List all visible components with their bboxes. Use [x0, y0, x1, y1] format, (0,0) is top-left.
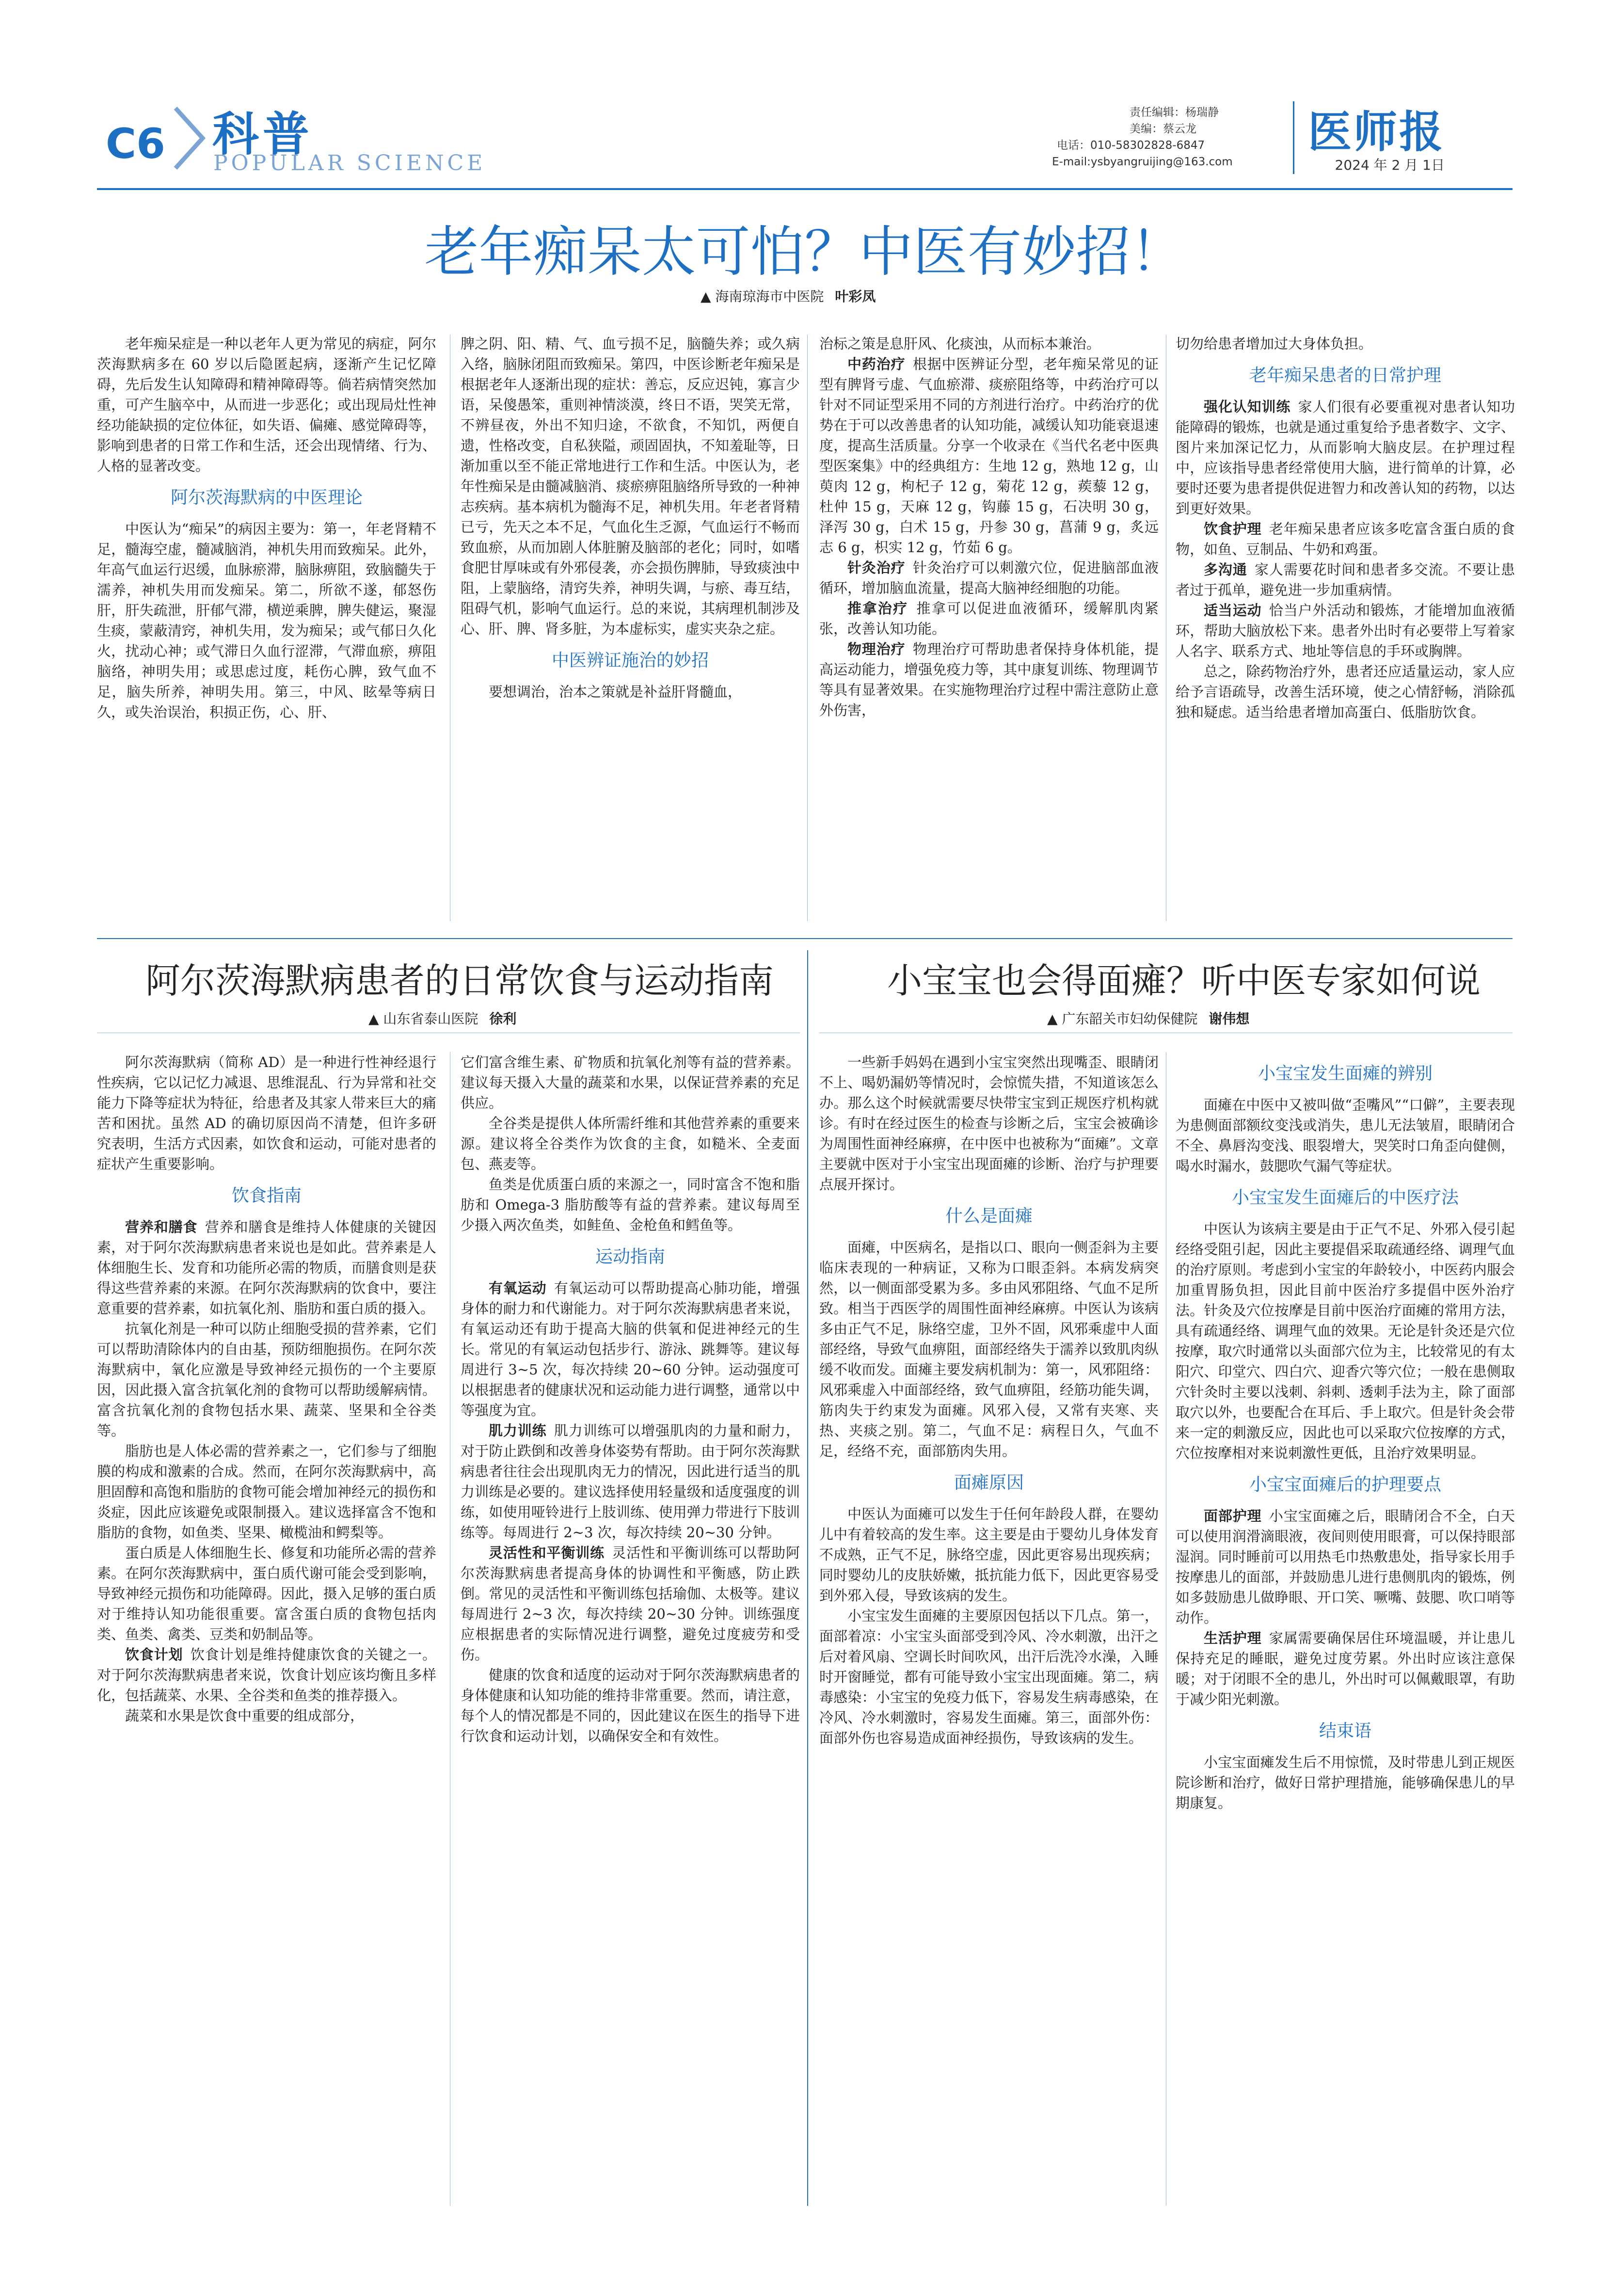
subheading: 运动指南 [595, 1247, 665, 1267]
paragraph-text: 家人们很有必要重视对患者认知功能障碍的锻炼，也就是通过重复给予患者数字、文字、图片来加深记忆力，从而影响大脑皮层。在护理过程中，应该指导患者经常使用大脑，进行简单的计算，必要时还要为患者提供促进智力和改善认知的药物，以达到更好效果。 [1176, 399, 1515, 517]
column-divider [807, 335, 808, 921]
paragraph [461, 1113, 800, 1174]
article3-column-2 [1176, 1052, 1515, 1813]
masthead [97, 95, 1513, 182]
paragraph [819, 598, 1159, 639]
article3-byline [1047, 1008, 1249, 1028]
paragraph [1176, 1506, 1515, 1628]
subheading: 面瘫原因 [954, 1473, 1024, 1493]
article1-column-4 [1176, 334, 1515, 722]
paragraph [97, 334, 436, 476]
credit-designer: 美编：蔡云龙 [1130, 123, 1196, 135]
subheading: 阿尔茨海默病的中医理论 [170, 488, 363, 508]
section-rule [97, 938, 1513, 939]
paragraph-text: 中医认为“痴呆”的病因主要为：第一，年老肾精不足，髓海空虚，髓减脑消，神机失用而致痴呆。此外，年高气血运行迟缓，血脉瘀滞，脑脉痹阻，致脑髓失于濡养，神机失用而发痴呆。第二，所欲不遂，郁怒伤肝，肝失疏泄，肝郁气滞，横逆乘脾，脾失健运，聚湿生痰，蒙蔽清窍，神机失用，发为痴呆；或气郁日久化火，扰动心神；或气滞日久血行涩滞，气滞血瘀，痹阻脑络，神明失用；或思虑过度，耗伤心脾，致气血不足，脑失所养，神明失用。第三，中风、眩晕等病日久，或失治误治，积损正伤，心、肝、 [97, 521, 436, 720]
paragraph-text: 蔬菜和水果是饮食中重要的组成部分， [125, 1707, 365, 1724]
paragraph-text: 中医认为该病主要是由于正气不足、外邪入侵引起经络受阻引起，因此主要提倡采取疏通经络、调理气血的治疗原则。考虑到小宝宝的年龄较小，中医药内服会加重胃肠负担，因此目前中医治疗多提倡中医外治疗法。针灸及穴位按摩是目前中医治疗面瘫的常用方法，具有疏通经络、调理气血的效果。无论是针灸还是穴位按摩，取穴时通常以头面部穴位为主，比较常见的有太阳穴、印堂穴、四白穴、迎香穴等穴位；一般在患侧取穴针灸时主要以浅刺、斜刺、透刺手法为主，除了面部取穴以外，也要配合在耳后、手上取穴。但是针灸会带来一定的刺激反应，因此也可以采取穴位按摩的方式，穴位按摩相对来说刺激性更低，且治疗效果明显。 [1176, 1221, 1515, 1461]
paragraph [1176, 334, 1515, 354]
paragraph [97, 1543, 436, 1644]
article3-byline-author: 谢伟想 [1209, 1011, 1250, 1027]
section-title: 科普 [212, 107, 313, 161]
paragraph-text: 恰当户外活动和锻炼，才能增加血液循环，帮助大脑放松下来。患者外出时有必要带上写着家人名字、联系方式、地址等信息的手环或胸牌。 [1176, 602, 1515, 659]
paragraph [97, 1319, 436, 1441]
paragraph-text: 灵活性和平衡训练可以帮助阿尔茨海默病患者提高身体的协调性和平衡感，防止跌倒。常见的灵活性和平衡训练包括瑜伽、太极等。建议每周进行 2~3 次，每次持续 20~30 分钟。训练强度应根据患者的实际情况进行调整，避免过度疲劳和受伤。 [461, 1545, 800, 1663]
paragraph-lead: 生活护理 [1204, 1630, 1262, 1646]
article1-title: 老年痴呆太可怕？中医有妙招！ [424, 221, 1185, 284]
paragraph [1176, 397, 1515, 519]
article1-column-3 [819, 334, 1159, 720]
paragraph-lead: 针灸治疗 [847, 559, 906, 576]
article3-column-1 [819, 1052, 1159, 1748]
paragraph [97, 1644, 436, 1706]
paragraph-text: 针灸治疗可以刺激穴位，促进脑部血液循环，增加脑血流量，提高大脑神经细胞的功能。 [819, 559, 1159, 596]
paragraph-text: 抗氧化剂是一种可以防止细胞受损的营养素，它们可以帮助清除体内的自由基，预防细胞损伤。在阿尔茨海默病中，氧化应激是导致神经元损伤的一个主要原因，因此摄入富含抗氧化剂的食物可以帮助缓解病情。富含抗氧化剂的食物包括水果、蔬菜、坚果和全谷类等。 [97, 1321, 436, 1439]
paragraph-lead: 适当运动 [1204, 602, 1262, 619]
paragraph-text: 面瘫在中医中又被叫做“歪嘴风”“口僻”，主要表现为患侧面部额纹变浅或消失，患儿无法皱眉，眼睛闭合不全、鼻唇沟变浅、眼裂增大，哭笑时口角歪向健侧，喝水时漏水，鼓腮吹气漏气等症状。 [1176, 1097, 1515, 1174]
paragraph [97, 1441, 436, 1543]
article1-column-2 [461, 334, 800, 702]
paragraph [1176, 1628, 1515, 1709]
paragraph [97, 519, 436, 722]
article2-title: 阿尔茨海默病患者的日常饮食与运动指南 [145, 960, 774, 1001]
paragraph-lead: 面部护理 [1204, 1508, 1262, 1524]
paragraph-lead: 中药治疗 [847, 356, 906, 372]
paragraph [819, 1606, 1159, 1748]
paragraph-text: 推拿可以促进血液循环，缓解肌肉紧张，改善认知功能。 [819, 600, 1159, 637]
paragraph-text: 老年痴呆症是一种以老年人更为常见的病症，阿尔茨海默病多在 60 岁以后隐匿起病，逐渐产生记忆障碍，先后发生认知障碍和精神障碍等。倘若病情突然加重，可产生脑卒中，从而进一步恶化；或出现局灶性神经功能缺损的定位体征，如失语、偏瘫、感觉障碍等，影响到患者的日常工作和生活，还会出现情绪、行为、人格的显著改变。 [97, 335, 436, 474]
paragraph [1176, 519, 1515, 559]
page-number: C6 [106, 120, 165, 168]
paragraph [461, 1665, 800, 1746]
paragraph-text: 小宝宝面瘫之后，眼睛闭合不全，白天可以使用润滑滴眼液，夜间则使用眼膏，可以保持眼部湿润。同时睡前可以用热毛巾热敷患处，指导家长用手按摩患儿的面部，并鼓励患儿进行患侧肌肉的锻炼，例如多鼓励患儿做睁眼、开口笑、噘嘴、鼓腮、吹口哨等动作。 [1176, 1508, 1515, 1626]
paragraph [97, 1706, 436, 1726]
paragraph-text: 健康的饮食和适度的运动对于阿尔茨海默病患者的身体健康和认知功能的维持非常重要。然而，请注意，每个人的情况都是不同的，因此建议在医生的指导下进行饮食和运动计划，以确保安全和有效性。 [461, 1667, 800, 1744]
paragraph-text: 根据中医辨证分型，老年痴呆常见的证型有脾肾亏虚、气血瘀滞、痰瘀阻络等，中药治疗可以针对不同证型采用不同的方剂进行治疗。中药治疗的优势在于可以改善患者的认知功能，减缓认知功能衰退速度，提高生活质量。分享一个收录在《当代名老中医典型医案集》中的经典组方：生地 12 g，熟地 12 g，山萸肉 12 g，枸杞子 12 g，菊花 12 g，蒺藜 12 g，杜仲 15 g，天麻 12 g，钩藤 15 g，石决明 30 g，泽泻 30 g，白术 15 g，丹参 30 g，菖蒲 9 g，炙远志 6 g，枳实 12 g，竹茹 6 g。 [819, 356, 1159, 556]
credit-phone: 电话：010-58302828-6847 [1057, 139, 1205, 152]
paragraph-text: 家人需要花时间和患者多交流。不要让患者过于孤单，避免进一步加重病情。 [1176, 561, 1515, 598]
paragraph [819, 558, 1159, 598]
paragraph [461, 1278, 800, 1420]
paragraph-text: 小宝宝面瘫发生后不用惊慌，及时带患儿到正规医院诊断和治疗，做好日常护理措施，能够确保患儿的早期康复。 [1176, 1754, 1515, 1811]
article1-column-1 [97, 334, 436, 722]
paragraph [1176, 1219, 1515, 1463]
subheading: 小宝宝发生面瘫的辨别 [1258, 1064, 1433, 1084]
paragraph-text: 它们富含维生素、矿物质和抗氧化剂等有益的营养素。建议每天摄入大量的蔬菜和水果，以保证营养素的充足供应。 [461, 1054, 800, 1111]
paragraph [819, 1504, 1159, 1606]
subheading: 老年痴呆患者的日常护理 [1249, 366, 1441, 385]
article3-title: 小宝宝也会得面瘫？听中医专家如何说 [887, 960, 1481, 1001]
subheading: 小宝宝面瘫后的护理要点 [1249, 1475, 1441, 1495]
paragraph-text: 小宝宝发生面瘫的主要原因包括以下几点。第一，面部着凉：小宝宝头面部受到冷风、冷水刺激，出汗之后对着风扇、空调长时间吹风，出汗后洗冷水澡，入睡时开窗睡觉，都有可能导致小宝宝出现面瘫。第二，病毒感染：小宝宝的免疫力低下，容易发生病毒感染，在冷风、冷水刺激时，容易发生面瘫。第三，面部外伤：面部外伤也容易造成面神经损伤，导致该病的发生。 [819, 1608, 1159, 1746]
paragraph [819, 354, 1159, 558]
subheading: 中医辨证施治的妙招 [551, 651, 709, 670]
paragraph-text: 脂肪也是人体必需的营养素之一，它们参与了细胞膜的构成和激素的合成。然而，在阿尔茨海默病中，高胆固醇和高饱和脂肪的食物可能会增加神经元的损伤和炎症，因此应该避免或限制摄入。建议选择富含不饱和脂肪的食物，如鱼类、坚果、橄榄油和鳄梨等。 [97, 1443, 436, 1541]
subheading: 小宝宝发生面瘫后的中医疗法 [1231, 1188, 1459, 1208]
credit-editor: 责任编辑：杨瑞静 [1130, 106, 1219, 119]
publication-date: 2024 年 2 月 1日 [1335, 157, 1445, 173]
paragraph-lead: 肌力训练 [489, 1422, 547, 1439]
paragraph-text: 肌力训练可以增强肌肉的力量和耐力，对于防止跌倒和改善身体姿势有帮助。由于阿尔茨海默病患者往往会出现肌肉无力的情况，因此进行适当的肌力训练是必要的。建议选择使用轻量级和适度强度的训练，如使用哑铃进行上肢训练、使用弹力带进行下肢训练等。每周进行 2~3 次，每次持续 20~30 分钟。 [461, 1422, 800, 1541]
article2-byline-org: ▲ 山东省泰山医院 [368, 1011, 478, 1027]
paragraph-text: 切勿给患者增加过大身体负担。 [1176, 335, 1373, 352]
credit-email: E-mail:ysbyangruijing@163.com [1052, 156, 1233, 168]
paragraph-text: 要想调治，治本之策就是补益肝肾髓血， [489, 684, 742, 700]
paragraph-lead: 营养和膳食 [125, 1219, 198, 1235]
subheading: 饮食指南 [231, 1186, 302, 1206]
paragraph [819, 1237, 1159, 1461]
paragraph [1176, 1752, 1515, 1813]
paragraph-text: 饮食计划是维持健康饮食的关键之一。对于阿尔茨海默病患者来说，饮食计划应该均衡且多样化，包括蔬菜、水果、全谷类和鱼类的推荐摄入。 [97, 1646, 436, 1704]
paragraph-text: 脾之阴、阳、精、气、血亏损不足，脑髓失养；或久病入络，脑脉闭阻而致痴呆。第四，中医诊断老年痴呆是根据老年人逐渐出现的症状：善忘，反应迟钝，寡言少语，呆傻愚笨，重则神情淡漠，终日不语，哭笑无常，不辨昼夜，外出不知归途，不欲食，不知饥，两便自遗，性格改变，自私狭隘，顽固固执，不知羞耻等，日渐加重以至不能正常地进行工作和生活。中医认为，老年性痴呆是由髓减脑消、痰瘀痹阻脑络所导致的一种神志疾病。基本病机为髓海不足，神机失用。年老者肾精已亏，先天之本不足，气血化生乏源，气血运行不畅而致血瘀，从而加剧人体脏腑及脑部的老化；同时，如嗜食肥甘厚味或有外邪侵袭，亦会损伤脾肺，导致痰浊中阻，上蒙脑络，清窍失养，神明失调，与瘀、毒互结，阻碍气机，影响气血运行。总的来说，其病理机制涉及心、肝、脾、肾多脏，为本虚标实，虚实夹杂之症。 [461, 335, 800, 637]
paragraph [1176, 600, 1515, 661]
paragraph [461, 1543, 800, 1665]
paragraph [461, 1420, 800, 1543]
paragraph-lead: 饮食计划 [125, 1646, 183, 1663]
paragraph-text: 家属需要确保居住环境温暖，并让患儿保持充足的睡眠，避免过度劳累。外出时应该注意保暖；对于闭眼不全的患儿，外出时可以佩戴眼罩，有助于减少阳光刺激。 [1176, 1630, 1515, 1707]
paragraph-text: 蛋白质是人体细胞生长、修复和功能所必需的营养素。在阿尔茨海默病中，蛋白质代谢可能会受到影响，导致神经元损伤和功能障碍。因此，摄入足够的蛋白质对于维持认知功能很重要。富含蛋白质的食物包括肉类、鱼类、禽类、豆类和奶制品等。 [97, 1545, 436, 1642]
paragraph-text: 面瘫，中医病名，是指以口、眼向一侧歪斜为主要临床表现的一种病证，又称为口眼歪斜。本病发病突然，以一侧面部受累为多。多由风邪阻络、气血不足所致。相当于西医学的周围性面神经麻痹。中医认为该病多由正气不足，脉络空虚，卫外不固，风邪乘虚中人面部经络，导致气血痹阻，面部经络失于濡养以致肌肉纵缓不收而发。面瘫主要发病机制为：第一，风邪阻络：风邪乘虚入中面部经络，致气血痹阻，经筋功能失调，筋肉失于约束发为面瘫。风邪入侵，又常有夹寒、夹热、夹痰之别。第二，气血不足：病程日久，气血不足，经络不充，面部筋肉失用。 [819, 1239, 1159, 1459]
paragraph [461, 334, 800, 639]
paragraph [819, 639, 1159, 720]
paragraph [819, 334, 1159, 354]
masthead-rule [97, 188, 1513, 190]
article2-column-1 [97, 1052, 436, 1726]
paragraph-text: 鱼类是优质蛋白质的来源之一，同时富含不饱和脂肪和 Omega-3 脂肪酸等有益的营养素。建议每周至少摄入两次鱼类，如鲑鱼、金枪鱼和鳕鱼等。 [461, 1176, 800, 1233]
paragraph-lead: 灵活性和平衡训练 [489, 1545, 605, 1561]
editor-credits [1052, 104, 1260, 170]
paragraph-text: 治标之策是息肝风、化痰浊，从而标本兼治。 [819, 335, 1101, 352]
paragraph-text: 老年痴呆患者应该多吃富含蛋白质的食物，如鱼、豆制品、牛奶和鸡蛋。 [1176, 521, 1515, 558]
article2-column-2 [461, 1052, 800, 1746]
article2-byline-author: 徐利 [489, 1011, 517, 1027]
paragraph-text: 全谷类是提供人体所需纤维和其他营养素的重要来源。建议将全谷类作为饮食的主食，如糙米、全麦面包、燕麦等。 [461, 1115, 800, 1172]
paragraph [1176, 661, 1515, 722]
paragraph-lead: 强化认知训练 [1204, 399, 1291, 415]
paragraph [819, 1052, 1159, 1195]
paragraph [1176, 1095, 1515, 1176]
paragraph-text: 总之，除药物治疗外，患者还应适量运动，家人应给予言语疏导，改善生活环境，使之心情舒畅，消除孤独和疑虑。适当给患者增加高蛋白、低脂肪饮食。 [1176, 663, 1515, 720]
article1-byline-org: ▲ 海南琼海市中医院 [701, 288, 824, 304]
paragraph-text: 物理治疗可帮助患者保持身体机能，提高运动能力，增强免疫力等，其中康复训练、物理调节等具有显著效果。在实施物理治疗过程中需注意防止意外伤害， [819, 641, 1159, 718]
paragraph-text: 营养和膳食是维持人体健康的关键因素，对于阿尔茨海默病患者来说也是如此。营养素是人体细胞生长、发育和功能所必需的物质，而膳食则是获得这些营养素的来源。在阿尔茨海默病的饮食中，要注意重要的营养素，如抗氧化剂、脂肪和蛋白质的摄入。 [97, 1219, 436, 1317]
subheading: 什么是面瘫 [945, 1206, 1033, 1226]
paragraph-lead: 推拿治疗 [847, 600, 908, 617]
paragraph-text: 一些新手妈妈在遇到小宝宝突然出现嘴歪、眼睛闭不上、喝奶漏奶等情况时，会惊慌失措，不知道该怎么办。那么这个时候就需要尽快带宝宝到正规医疗机构就诊。有时在经过医生的检查与诊断之后，宝宝会被确诊为周围性面神经麻痹，在中医中也被称为“面瘫”。文章主要就中医对于小宝宝出现面瘫的诊断、治疗与护理要点展开探讨。 [819, 1054, 1159, 1193]
article2-byline [368, 1008, 516, 1028]
subheading: 结束语 [1319, 1721, 1371, 1741]
paragraph-text: 中医认为面瘫可以发生于任何年龄段人群，在婴幼儿中有着较高的发生率。这主要是由于婴幼儿身体发育不成熟，正气不足，脉络空虚，因此更容易出现疾病；同时婴幼儿的皮肤娇嫩，抵抗能力低下，因此更容易受到外邪入侵，导致该病的发生。 [819, 1506, 1159, 1604]
paragraph-text: 阿尔茨海默病（简称 AD）是一种进行性神经退行性疾病，它以记忆力减退、思维混乱、行为异常和社交能力下降等症状为特征，给患者及其家人带来巨大的痛苦和困扰。虽然 AD 的确切原因尚不清楚，但许多研究表明，生活方式因素，如饮食和运动，可能对患者的症状产生重要影响。 [97, 1054, 436, 1172]
paragraph-lead: 物理治疗 [847, 641, 906, 657]
paragraph [461, 682, 800, 702]
paragraph-lead: 有氧运动 [489, 1280, 547, 1296]
article3-byline-org: ▲ 广东韶关市妇幼保健院 [1047, 1011, 1198, 1027]
article1-byline-author: 叶彩凤 [835, 288, 876, 304]
paragraph [97, 1217, 436, 1319]
section-subtitle: POPULAR SCIENCE [213, 151, 486, 175]
article1-byline [701, 286, 876, 305]
paragraph [1176, 559, 1515, 600]
paragraph-text: 有氧运动可以帮助提高心肺功能，增强身体的耐力和代谢能力。对于阿尔茨海默病患者来说，有氧运动还有助于提高大脑的供氧和促进神经元的生长。常见的有氧运动包括步行、游泳、跳舞等。建议每周进行 3~5 次，每次持续 20~60 分钟。运动强度可以根据患者的健康状况和运动能力进行调整，通常以中等强度为宜。 [461, 1280, 800, 1419]
paragraph-lead: 饮食护理 [1204, 521, 1262, 537]
paragraph [461, 1174, 800, 1235]
paragraph [97, 1052, 436, 1174]
newspaper-brand: 医师报 [1308, 107, 1445, 158]
masthead-divider [1293, 101, 1294, 174]
paragraph-lead: 多沟通 [1204, 561, 1247, 578]
article-divider [807, 950, 808, 2206]
chevron-right-icon [170, 104, 208, 172]
paragraph [461, 1052, 800, 1113]
